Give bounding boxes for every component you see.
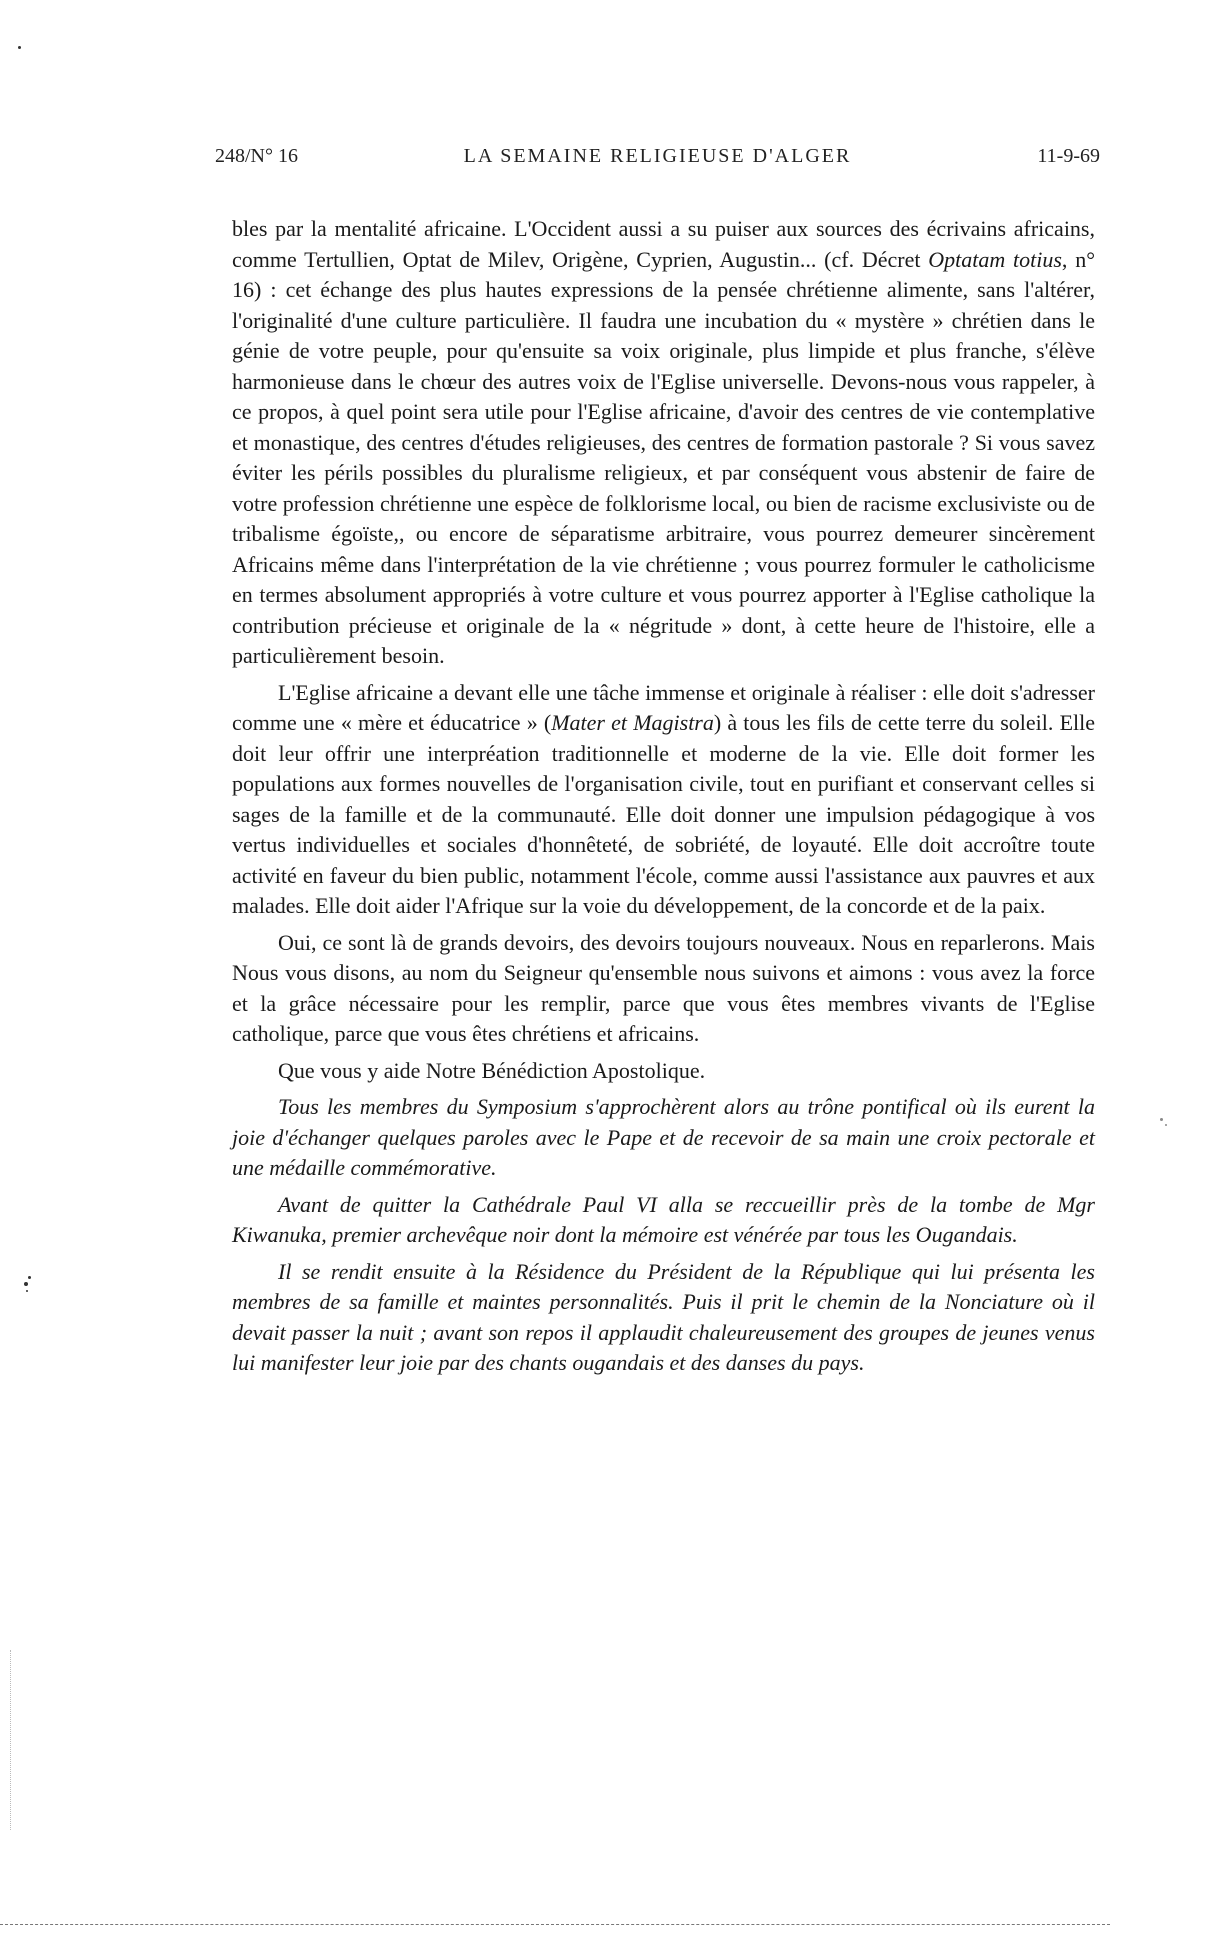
paragraph-p4 <box>232 1056 1095 1087</box>
text-run: ) à tous les fils de cette terre du soleil. Elle doit leur offrir une interpréation traditionnelle et moderne de la vie. Elle doit former les populations aux formes nouvelles de l'organisation civile, tout en purifiant et conservant celles si sages de la famille et de la communauté. Elle doit donner une impulsion pédagogique à vos vertus individuelles et sociales d'honnêteté, de sobriété, de loyauté. Elle doit accroître toute activité en faveur du bien public, notamment l'école, comme aussi l'assistance aux pauvres et aux malades. Elle doit aider l'Afrique sur la voie du développement, de la concorde et de la paix. <box>232 710 1095 918</box>
text-run: Tous les membres du Symposium s'approchèrent alors au trône pontifical où ils eurent la joie d'échanger quelques paroles avec le Pape et de recevoir de sa main une croix pectorale et une médaille commémorative. <box>232 1094 1095 1180</box>
scan-speck <box>18 46 21 49</box>
issue-date: 11-9-69 <box>1037 145 1100 167</box>
italic-title: Optatam totius <box>928 246 1062 272</box>
paragraph-p1 <box>232 214 1095 672</box>
text-run: Avant de quitter la Cathédrale Paul VI alla se reccueillir près de la tombe de Mgr Kiwanuka, premier archevêque noir dont la mémoire est vénérée par tous les Ougandais. <box>232 1191 1095 1247</box>
publication-title: LA SEMAINE RELIGIEUSE D'ALGER <box>463 145 852 167</box>
scan-bottom-edge <box>0 1924 1110 1926</box>
article-body <box>232 214 1095 1379</box>
text-run: L'Eglise africaine a devant elle une tâche immense et originale à réaliser : elle doit s'adresser comme une « mère et éducatrice » ( <box>232 679 1095 735</box>
text-run: Oui, ce sont là de grands devoirs, des devoirs toujours nouveaux. Nous en reparlerons. Mais Nous vous disons, au nom du Seigneur qu'ensemble nous suivons et aimons : vous avez la force et la grâce nécessaire pour les remplir, parce que vous êtes membres vivants de l'Eglise catholique, parce que vous êtes chrétiens et africains. <box>232 929 1095 1046</box>
scan-speck <box>26 1290 28 1292</box>
paragraph-p5 <box>232 1092 1095 1184</box>
paragraph-p6 <box>232 1190 1095 1251</box>
text-run: , n° 16) : cet échange des plus hautes expressions de la pensée chrétienne alimente, sans l'altérer, l'originalité d'une culture particulière. Il faudra une incubation du « mystère » chrétien dans le génie de votre peuple, pour qu'ensuite sa voix originale, plus limpide et plus franche, s'élève harmonieuse dans le chœur des autres voix de l'Eglise universelle. Devons-nous vous rappeler, à ce propos, à quel point sera utile pour l'Eglise africaine, d'avoir des centres de vie contemplative et monastique, des centres d'études religieuses, des centres de formation pastorale ? Si vous savez éviter les périls possibles du pluralisme religieux, et par conséquent vous abstenir de faire de votre profession chrétienne une espèce de folklorisme local, ou bien de racisme exclusiviste ou de tribalisme égoïste,, ou encore de séparatisme arbitraire, vous pourrez demeurer sincèrement Africains même dans l'interprétation de la vie chrétienne ; vous pourrez formuler le catholicisme en termes absolument appropriés à votre culture et vous pourrez apporter à l'Eglise catholique la contribution précieuse et originale de la « négritude » dont, à cette heure de l'histoire, elle a particulièrement besoin. <box>232 246 1095 668</box>
scan-speck <box>24 1282 28 1286</box>
scan-speck <box>1165 1124 1167 1126</box>
running-header <box>215 145 1100 175</box>
text-run: Il se rendit ensuite à la Résidence du Président de la République qui lui présenta les membres de sa famille et maintes personnalités. Puis il prit le chemin de la Nonciature où il devait passer la nuit ; avant son repos il applaudit chaleureusement des groupes de jeunes venus lui manifester leur joie par des chants ougandais et des danses du pays. <box>232 1258 1095 1375</box>
scan-speck <box>28 1276 31 1279</box>
paragraph-p3 <box>232 928 1095 1050</box>
italic-title: Mater et Magistra <box>551 710 714 735</box>
scan-margin-mark <box>10 1650 12 1830</box>
scan-speck <box>1160 1118 1163 1121</box>
page-number: 248/N° 16 <box>215 145 298 167</box>
text-run: Que vous y aide Notre Bénédiction Apostolique. <box>278 1057 706 1083</box>
text-run: bles par la mentalité africaine. L'Occident aussi a su puiser aux sources des écrivains africains, comme Tertullien, Optat de Milev, Origène, Cyprien, Augustin... (cf. Décret <box>232 216 1095 272</box>
paragraph-p2 <box>232 678 1095 922</box>
paragraph-p7 <box>232 1257 1095 1379</box>
